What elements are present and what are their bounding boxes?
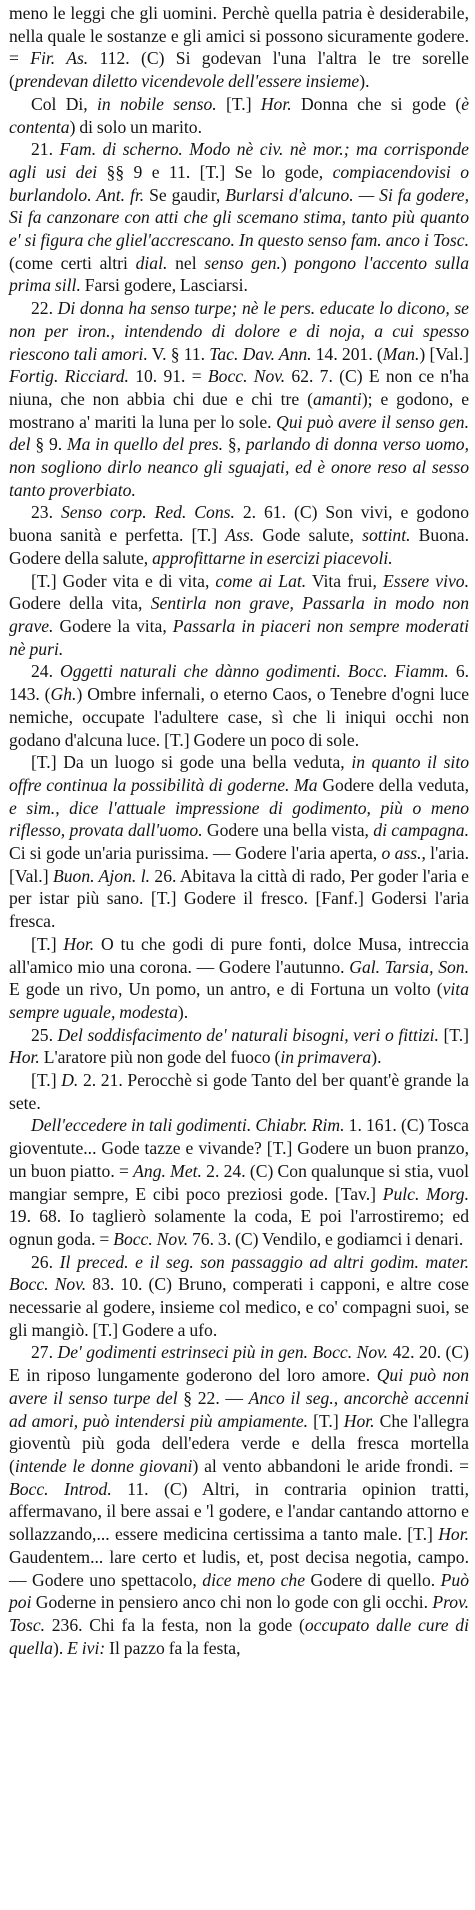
entry-paragraph bbox=[9, 1024, 469, 1069]
text-run: 1. 161. (C) Tosca gioventute... Gode tazze e vivande? [T.] Godere un buon pranzo, un buon piatto. = bbox=[9, 1115, 469, 1181]
italic-text-run: pongono l'accento sulla prima sill. bbox=[9, 252, 469, 296]
text-run: [T.] bbox=[308, 1410, 344, 1431]
italic-text-run: Passarla in piaceri non sempre moderati nè puri. bbox=[9, 615, 469, 659]
text-run: Col Di, bbox=[31, 93, 97, 114]
italic-text-run: Ang. Met. bbox=[133, 1160, 202, 1181]
text-run: 112. (C) Si godevan l'una l'altra le tre sorelle ( bbox=[9, 48, 469, 92]
italic-text-run: compiacendovisi o burlandolo. Ant. fr. bbox=[9, 161, 469, 205]
entry-paragraph bbox=[9, 2, 469, 93]
text-run: ). bbox=[371, 1047, 382, 1068]
text-run: Godere una bella vista, bbox=[202, 820, 374, 841]
italic-text-run: Bocc. Nov. bbox=[113, 1228, 189, 1249]
text-run: meno le leggi che gli uomini. Perchè quella patria è desiderabile, nella quale le sostanze e gli amici si possono sicuramente godere. = bbox=[9, 3, 469, 69]
text-run: Godere di quello. bbox=[305, 1569, 441, 1590]
text-run: [T.] Da un luogo si gode una bella veduta, bbox=[31, 752, 352, 773]
entry-paragraph bbox=[9, 297, 469, 501]
text-run: 42. 20. (C) E in riposo lungamente goderono del loro amore. bbox=[9, 1342, 470, 1386]
text-run: §, bbox=[223, 434, 246, 455]
italic-text-run: dice meno che bbox=[202, 1569, 306, 1590]
text-run: 22. bbox=[31, 298, 58, 319]
italic-text-run: Hor. bbox=[438, 1524, 469, 1545]
text-run: § 22. — bbox=[177, 1387, 249, 1408]
italic-text-run: sottint. bbox=[362, 525, 411, 546]
italic-text-run: intende le donne giovani bbox=[14, 1456, 193, 1476]
text-run: 6. 143. ( bbox=[9, 661, 470, 705]
text-run: 19. 68. Io taglierò solamente la coda, E poi l'arrostiremo; ed ognun goda. = bbox=[9, 1206, 469, 1249]
entry-paragraph bbox=[9, 501, 469, 569]
italic-text-run: o ass. bbox=[381, 843, 422, 864]
text-run: 25. bbox=[31, 1024, 58, 1045]
italic-text-run: approfittarne in esercizi piacevoli. bbox=[152, 547, 393, 568]
italic-text-run: Anco il seg., ancorchè accenni ad amori, può intendersi più ampiamente. bbox=[9, 1387, 469, 1431]
text-run: ); e godono, e mostrano a' mariti la luna per lo sole. bbox=[9, 388, 469, 432]
italic-text-run: Tac. Dav. Ann. bbox=[209, 343, 312, 364]
italic-text-run: parlando di donna verso uomo, non sogliono dirlo neanco gli sguajati, ed è onore reso al sesso tanto proverbiato. bbox=[9, 434, 470, 500]
text-run: Godere della vita, bbox=[9, 593, 151, 614]
italic-text-run: Dell'eccedere in tali godimenti. Chiabr. Rim. bbox=[31, 1115, 345, 1136]
italic-text-run: occupato dalle cure di quella bbox=[9, 1614, 469, 1658]
italic-text-run: Essere vivo. bbox=[382, 570, 469, 591]
italic-text-run: Bocc. Nov. bbox=[207, 366, 286, 387]
text-run: Gode salute, bbox=[254, 525, 363, 546]
italic-text-run: Qui può non avere il senso turpe del bbox=[9, 1365, 469, 1408]
entry-paragraph bbox=[9, 751, 469, 933]
text-run: 23. bbox=[31, 502, 61, 523]
italic-text-run: Può poi bbox=[9, 1569, 469, 1613]
text-run: 83. 10. (C) Bruno, comperati i capponi, e altre cose necessarie al godere, insieme col medico, e co' compagni suoi, se gli mangiò. [T.] Godere a ufo. bbox=[9, 1274, 469, 1340]
italic-text-run: Bocc. Introd. bbox=[9, 1478, 112, 1499]
text-run: 26. Abitava la città di rado, Per goder l'aria e per istar più sano. [T.] Godere il fresco. [Fanf.] Godersi l'aria fresca. bbox=[9, 865, 469, 932]
italic-text-run: Hor. bbox=[343, 1410, 375, 1431]
italic-text-run: come ai Lat. bbox=[215, 570, 307, 591]
italic-text-run: Fam. di scherno. Modo nè civ. nè mor.; ma corrisponde agli usi dei bbox=[9, 139, 469, 182]
text-run: 2. 21. Perocchè si gode Tanto del ber quant'è grande la sete. bbox=[9, 1070, 469, 1113]
entry-paragraph bbox=[9, 1251, 469, 1342]
italic-text-run: vita sempre uguale, modesta bbox=[9, 979, 469, 1022]
italic-text-run: amanti bbox=[312, 388, 362, 409]
italic-text-run: in nobile senso. bbox=[96, 93, 217, 114]
italic-text-run: prendevan diletto vicendevole dell'essere insieme bbox=[14, 71, 360, 92]
entry-paragraph bbox=[9, 1114, 469, 1250]
italic-text-run: Burlarsi d'alcuno. — Si fa godere, Si fa canzonare con atti che gli scemano stima, tanto più quanto e' si figura che gliel'accrescano. In questo senso fam. anco i Tosc. bbox=[9, 184, 470, 251]
text-run: [T.] Goder vita e di vita, bbox=[31, 570, 216, 591]
text-run: (come certi altri bbox=[9, 252, 136, 273]
italic-text-run: dial. bbox=[135, 252, 168, 273]
italic-text-run: Del soddisfacimento de' naturali bisogni, veri o fittizi. bbox=[57, 1024, 439, 1045]
text-run: L'aratore più non gode del fuoco ( bbox=[39, 1047, 281, 1068]
text-run: §§ 9 e 11. [T.] Se lo gode, bbox=[97, 161, 333, 182]
entry-paragraph bbox=[9, 660, 469, 751]
text-run: 24. bbox=[31, 661, 61, 682]
italic-text-run: Fortig. Ricciard. bbox=[9, 366, 129, 387]
italic-text-run: Di donna ha senso turpe; nè le pers. educate lo dicono, se non per iron., intendendo di dolore e di noja, a cui spesso riescono tali amori. bbox=[9, 298, 469, 364]
text-run: 76. 3. (C) Vendilo, e godiamci i denari. bbox=[188, 1228, 464, 1249]
italic-text-run: in quanto il sito offre continua la possibilità di goderne. Ma bbox=[9, 752, 469, 795]
italic-text-run: Buon. Ajon. l. bbox=[53, 865, 150, 886]
text-run: ). bbox=[359, 71, 370, 92]
italic-text-run: Qui può avere il senso gen. del bbox=[9, 411, 469, 455]
italic-text-run: Hor. bbox=[260, 93, 292, 114]
text-run: [T.] bbox=[31, 1070, 62, 1091]
italic-text-run: Ass. bbox=[225, 525, 255, 546]
text-run: Gaudentem... lare certo et ludis, et, post decisa negotia, campo. — Godere uno spettacolo, bbox=[9, 1546, 469, 1590]
text-run: 2. 24. (C) Con qualunque si stia, vuol mangiar sempre, E cibi poco preziosi gode. [Tav.] bbox=[9, 1160, 470, 1204]
text-run: ) al vento abbandoni le aride frondi. = bbox=[192, 1456, 469, 1476]
italic-text-run: Ma in quello del pres. bbox=[67, 434, 223, 455]
text-run: Il pazzo fa la festa, bbox=[105, 1637, 241, 1658]
text-run: ). bbox=[52, 1637, 68, 1658]
text-run: ). bbox=[177, 1001, 189, 1022]
text-run: 10. 91. = bbox=[128, 366, 208, 387]
text-run: 2. 61. (C) Son vivi, e godono buona sanità e perfetta. [T.] bbox=[9, 502, 470, 546]
entry-paragraph bbox=[9, 93, 469, 138]
text-run: V. § 11. bbox=[147, 343, 210, 364]
text-run: Ci si gode un'aria purissima. — Godere l'aria aperta, bbox=[9, 843, 382, 864]
text-run: ) bbox=[280, 252, 295, 273]
text-run: 11. (C) Altri, in contraria opinion tratti, affermavano, il bere assai e 'l godere, e l'andar cantando attorno e sollazzando,... essere medicina certissima a tanto male. [T.] bbox=[9, 1478, 469, 1545]
text-run: 14. 201. ( bbox=[311, 343, 383, 364]
text-run: Donna che si gode ( bbox=[291, 93, 462, 114]
text-run: Buona. Godere della salute, bbox=[9, 525, 469, 568]
text-run: Vita frui, bbox=[306, 570, 383, 591]
text-run: Se gaudir, bbox=[144, 184, 226, 205]
text-run: [T.] bbox=[438, 1024, 469, 1045]
text-run: O tu che godi di pure fonti, dolce Musa, intreccia all'amico mio una corona. — Godere l'autunno. bbox=[9, 933, 469, 977]
italic-text-run: Hor. bbox=[63, 933, 95, 954]
text-run: nel bbox=[167, 252, 205, 273]
italic-text-run: Man. bbox=[382, 343, 420, 364]
text-run: [T.] bbox=[31, 933, 64, 954]
text-run: ) Ombre infernali, o eterno Caos, o Tenebre d'ogni luce nemiche, occupate l'adultere case, sì che li iniqui occhi non godano d'alcuna luce. [T.] Godere un poco di sole. bbox=[9, 684, 469, 750]
italic-text-run: D. bbox=[61, 1070, 79, 1091]
text-run: [T.] bbox=[216, 93, 261, 114]
text-run: Farsi godere, Lasciarsi. bbox=[80, 275, 248, 296]
italic-text-run: Oggetti naturali che dànno godimenti. Bocc. Fiamm. bbox=[60, 661, 449, 682]
italic-text-run: E ivi: bbox=[67, 1637, 106, 1658]
italic-text-run: in primavera bbox=[280, 1047, 372, 1068]
text-run: 62. 7. (C) E non ce n'ha niuna, che non abbia chi due e chi tre ( bbox=[9, 366, 469, 409]
italic-text-run: di campagna. bbox=[373, 820, 469, 841]
text-run: 27. bbox=[31, 1342, 58, 1363]
text-run: § 9. bbox=[30, 434, 67, 455]
text-run: 26. bbox=[31, 1251, 60, 1272]
entry-paragraph bbox=[9, 1341, 469, 1659]
text-run: 21. bbox=[31, 139, 60, 160]
text-run: ) [Val.] bbox=[419, 343, 470, 364]
text-run: Godere la vita, bbox=[53, 615, 173, 636]
entry-paragraph bbox=[9, 1069, 469, 1114]
italic-text-run: Gh. bbox=[50, 684, 77, 705]
italic-text-run: senso gen. bbox=[204, 252, 281, 273]
entry-paragraph bbox=[9, 138, 469, 297]
text-run: Godere della veduta, bbox=[317, 774, 469, 795]
text-run: ) di solo un marito. bbox=[69, 116, 202, 137]
italic-text-run: Hor. bbox=[9, 1047, 40, 1068]
italic-text-run: e sim., dice l'attuale impressione di godimento, più o meno riflesso, provata dall'uomo. bbox=[9, 797, 469, 841]
text-run: Che l'allegra gioventù più goda dell'edera verde e della fresca mortella ( bbox=[9, 1410, 469, 1476]
italic-text-run: Il preced. e il seg. son passaggio ad altri godim. mater. Bocc. Nov. bbox=[9, 1251, 469, 1295]
text-run: , l'aria. [Val.] bbox=[9, 843, 469, 886]
italic-text-run: Fir. As. bbox=[30, 48, 89, 69]
italic-text-run: Prov. Tosc. bbox=[9, 1592, 469, 1635]
text-run: 236. Chi fa la festa, non la gode ( bbox=[45, 1614, 305, 1635]
entry-paragraph bbox=[9, 933, 469, 1024]
italic-text-run: Sentirla non grave, Passarla in modo non grave. bbox=[9, 593, 469, 636]
entry-paragraph bbox=[9, 570, 469, 661]
italic-text-run: Senso corp. Red. Cons. bbox=[60, 502, 235, 523]
text-run: E gode un rivo, Un pomo, un antro, e di Fortuna un volto ( bbox=[9, 979, 443, 1000]
text-run: Goderne in pensiero anco chi non lo gode con gli occhi. bbox=[31, 1592, 433, 1613]
italic-text-run: è contenta bbox=[9, 93, 469, 137]
italic-text-run: Pulc. Morg. bbox=[382, 1183, 469, 1204]
italic-text-run: Gal. Tarsia, Son. bbox=[349, 956, 469, 977]
italic-text-run: De' godimenti estrinseci più in gen. Bocc. Nov. bbox=[57, 1342, 389, 1363]
